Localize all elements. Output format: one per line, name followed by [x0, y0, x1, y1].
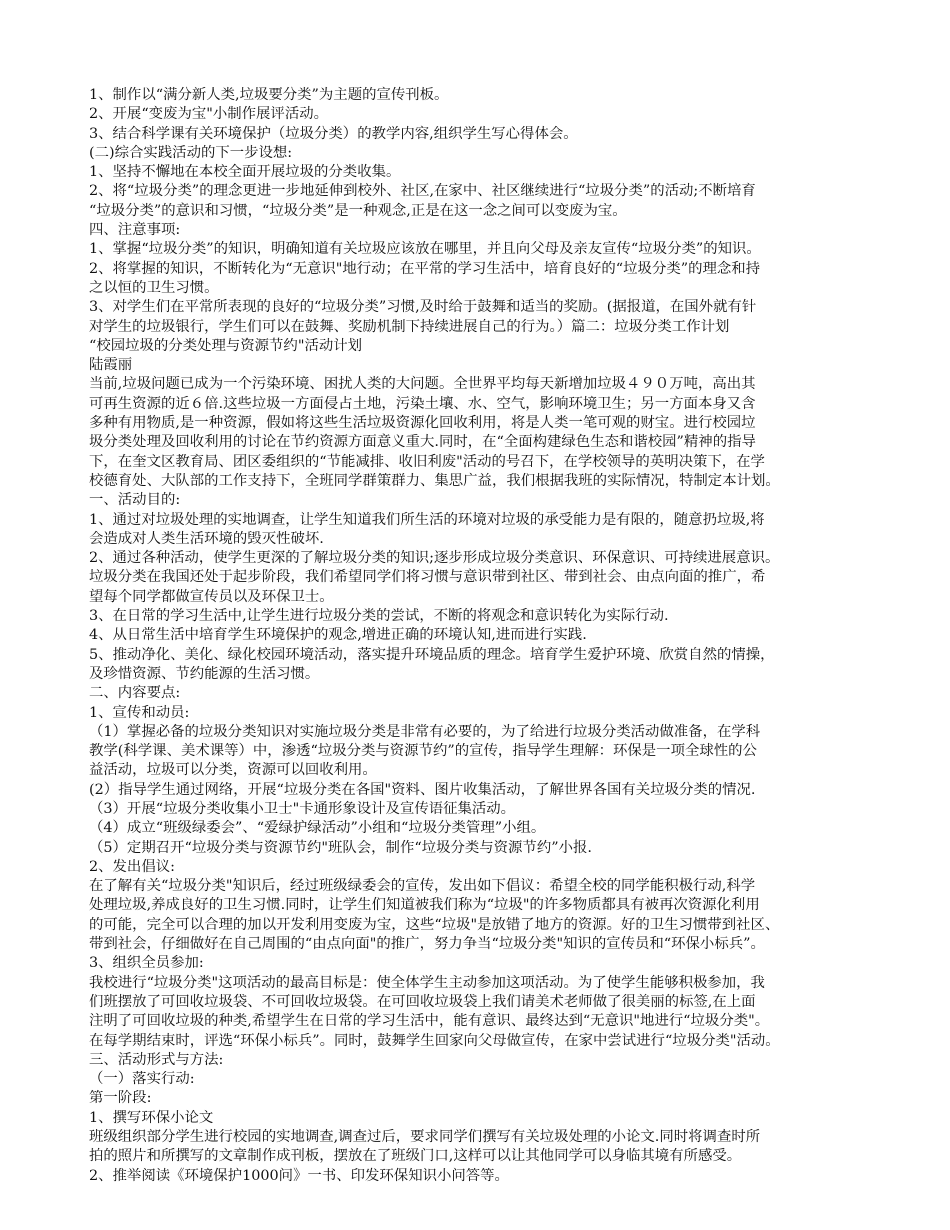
- text-line: （4）成立“班级绿委会”、“爱绿护绿活动”小组和“垃圾分类管理”小组。: [89, 820, 546, 837]
- author-name: 陆霞丽: [89, 357, 133, 374]
- section-heading: 四、注意事项:: [89, 222, 181, 239]
- text-line: 处理垃圾,养成良好的卫生习惯.同时，让学生们知道被我们称为“垃圾"的许多物质都具有被再次资源化利用: [89, 897, 760, 914]
- text-line: 望每个同学都做宣传员以及环保卫士。: [89, 588, 334, 605]
- text-line: 3、在日常的学习生活中,让学生进行垃圾分类的尝试，不断的将观念和意识转化为实际行动.: [89, 608, 669, 625]
- text-line: 益活动，垃圾可以分类，资源可以回收利用。: [89, 762, 377, 779]
- text-line: 3、结合科学课有关环境保护（垃圾分类）的教学内容,组织学生写心得体会。: [89, 125, 578, 142]
- text-line: 2、发出倡议:: [89, 858, 175, 875]
- text-line: 及珍惜资源、节约能源的生活习惯。: [89, 665, 320, 682]
- section-heading: 二、内容要点:: [89, 685, 181, 702]
- section-heading: 一、活动目的:: [89, 492, 181, 509]
- text-line: 多种有用物质,是一种资源，假如将这些生活垃圾资源化回收利用，将是人类一笔可观的财宝。进行校园垃: [89, 415, 756, 432]
- text-line: 我校进行“垃圾分类"这项活动的最高目标是：使全体学生主动参加这项活动。为了使学生能够积极参加，我: [89, 974, 765, 991]
- text-line: 圾分类处理及回收利用的讨论在节约资源方面意义重大.同时，在“全面构建绿色生态和谐校园”精神的指导: [89, 434, 756, 451]
- text-line: 在了解有关“垃圾分类"知识后，经过班级绿委会的宣传，发出如下倡议：希望全校的同学能积极行动,科学: [89, 878, 756, 895]
- text-line: 当前,垃圾问题已成为一个污染环境、困扰人类的大问题。全世界平均每天新增加垃圾４９０万吨，高出其: [89, 376, 756, 393]
- text-line: （一）落实行动:: [89, 1071, 195, 1088]
- text-line: 在每学期结束时，评选“环保小标兵”。同时，鼓舞学生回家向父母做宣传，在家中尝试进行“垃圾分类"活动。: [89, 1032, 780, 1049]
- text-line: （1）掌握必备的垃圾分类知识对实施垃圾分类是非常有必要的，为了给进行垃圾分类活动做准备，在学科: [89, 723, 761, 740]
- text-line: 4、从日常生活中培育学生环境保护的观念,增进正确的环境认知,进而进行实践.: [89, 627, 587, 644]
- text-line: 1、制作以“满分新人类,垃圾要分类”为主题的宣传刊板。: [89, 87, 449, 103]
- text-line: 2、将“垃圾分类”的理念更进一步地延伸到校外、社区,在家中、社区继续进行“垃圾分类”的活动;不断培育: [89, 183, 756, 200]
- text-line: 2、开展“变废为宝"小制作展评活动。: [89, 106, 328, 123]
- text-line: 教学(科学课、美术课等）中，渗透“垃圾分类与资源节约”的宣传，指导学生理解：环保是一项全球性的公: [89, 743, 757, 760]
- text-line: 第一阶段:: [89, 1090, 152, 1107]
- text-line: 1、通过对垃圾处理的实地调查，让学生知道我们所生活的环境对垃圾的承受能力是有限的，随意扔垃圾,将: [89, 511, 765, 528]
- text-line: 下，在奎文区教育局、团区委组织的“节能减排、收旧利废"活动的号召下，在学校领导的英明决策下，在学: [89, 453, 765, 470]
- text-line: （3）开展“垃圾分类收集小卫士"卡通形象设计及宣传语征集活动。: [89, 800, 516, 817]
- text-line: 可再生资源的近６倍.这些垃圾一方面侵占土地，污染土壤、水、空气，影响环境卫生；另一方面本身又含: [89, 395, 756, 412]
- text-line: 1、撰写环保小论文: [89, 1109, 214, 1126]
- text-line: 注明了可回收垃圾的种类,希望学生在日常的学习生活中，能有意识、最终达到“无意识"地进行“垃圾分类"。: [89, 1013, 770, 1030]
- text-line: 会造成对人类生活环境的毁灭性破坏.: [89, 530, 324, 547]
- text-line: 1、宣传和动员:: [89, 704, 190, 721]
- text-line: 对学生的垃圾银行，学生们可以在鼓舞、奖励机制下持续进展自己的行为。）篇二：垃圾分类工作计划: [89, 318, 730, 335]
- text-line: 垃圾分类在我国还处于起步阶段，我们希望同学们将习惯与意识带到社区、带到社会、由点向面的推广，希: [89, 569, 766, 586]
- text-line: 2、通过各种活动，使学生更深的了解垃圾分类的知识;逐步形成垃圾分类意识、环保意识、可持续进展意识。: [89, 550, 780, 567]
- plan-title: “校园垃圾的分类处理与资源节约"活动计划: [89, 337, 363, 354]
- text-line: 2、将掌握的知识，不断转化为“无意识"地行动；在平常的学习生活中，培育良好的“垃圾分类”的理念和持: [89, 260, 761, 277]
- text-line: 班级组织部分学生进行校园的实地调查,调查过后，要求同学们撰写有关垃圾处理的小论文.同时将调查时所: [89, 1129, 761, 1146]
- text-line: 3、组织全员参加:: [89, 955, 204, 972]
- text-line: “垃圾分类”的意识和习惯，“垃圾分类”是一种观念,正是在这一念之间可以变废为宝。: [89, 202, 627, 219]
- text-line: 的可能，完全可以合理的加以开发利用变废为宝，这些“垃圾"是放错了地方的资源。好的卫生习惯带到社区、: [89, 916, 780, 933]
- text-line: 3、对学生们在平常所表现的良好的“垃圾分类”习惯,及时给于鼓舞和适当的奖励。(据报道，在国外就有针: [89, 299, 757, 316]
- text-line: （5）定期召开“垃圾分类与资源节约"班队会，制作“垃圾分类与资源节约”小报.: [89, 839, 592, 856]
- text-line: 1、掌握“垃圾分类”的知识，明确知道有关垃圾应该放在哪里，并且向父母及亲友宣传“垃圾分类”的知识。: [89, 241, 761, 258]
- text-line: 校德育处、大队部的工作支持下，全班同学群策群力、集思广益，我们根据我班的实际情况，特制定本计划。: [89, 472, 780, 489]
- text-line: 们班摆放了可回收垃圾袋、不可回收垃圾袋。在可回收垃圾袋上我们请美术老师做了很美丽的标签,在上面: [89, 993, 756, 1010]
- text-line: 之以恒的卫生习惯。: [89, 279, 219, 296]
- text-line: 拍的照片和所撰写的文章制作成刊板，摆放在了班级门口,这样可以让其他同学可以身临其境有所感受。: [89, 1148, 742, 1165]
- text-line: 2、推举阅读《环境保护1000问》一书、印发环保知识小问答等。: [89, 1167, 509, 1184]
- text-line: 1、坚持不懈地在本校全面开展垃圾的分类收集。: [89, 164, 401, 181]
- document-body: [89, 86, 869, 1186]
- text-line: 5、推动净化、美化、绿化校园环境活动，落实提升环境品质的理念。培育学生爱护环境、欣赏自然的情操，: [89, 646, 775, 663]
- section-heading: (二)综合实践活动的下一步设想:: [89, 144, 293, 161]
- text-line: 带到社会，仔细做好在自己周围的“由点向面"的推广，努力争当“垃圾分类"知识的宣传员和“环保小标兵”。: [89, 936, 765, 953]
- text-line: (2）指导学生通过网络，开展“垃圾分类在各国"资料、图片收集活动，了解世界各国有关垃圾分类的情况.: [89, 781, 756, 798]
- section-heading: 三、活动形式与方法:: [89, 1051, 224, 1068]
